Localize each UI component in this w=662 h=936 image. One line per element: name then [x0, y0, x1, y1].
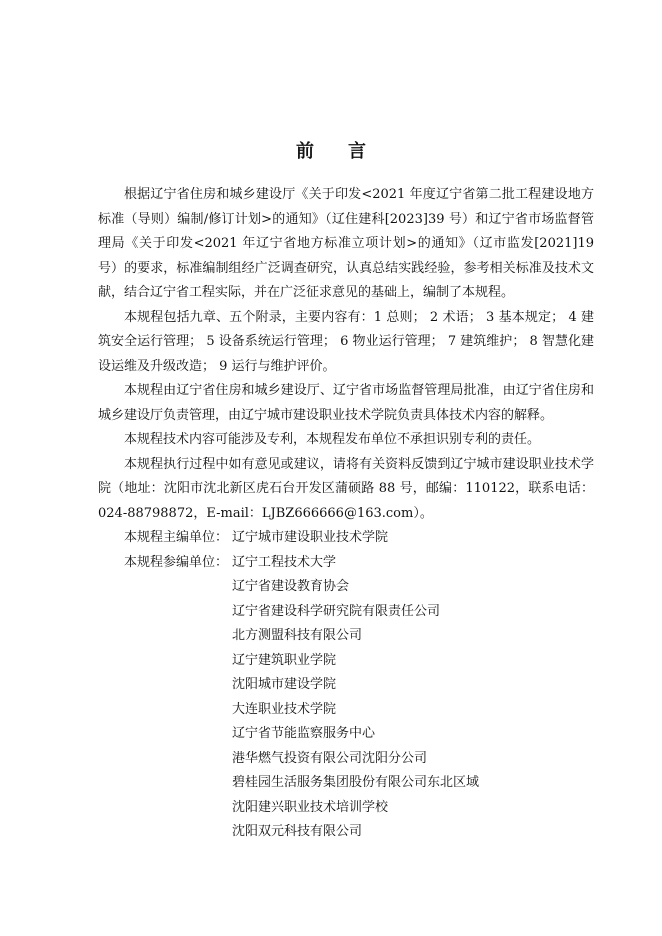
- paragraph-contents: 本规程包括九章、五个附录，主要内容有：1 总则； 2 术语； 3 基本规定； 4 建筑安全运行管理； 5 设备系统运行管理； 6 物业运行管理； 7 建筑维护； 8 智慧化建设运维及升级改造； 9 运行与维护评价。: [98, 309, 594, 374]
- chief-editor-unit: 辽宁城市建设职业技术学院: [232, 530, 389, 545]
- page-title: [0, 137, 662, 163]
- title-char-2: 言: [348, 141, 366, 162]
- list-item: 大连职业技术学院: [232, 701, 337, 717]
- foreword-body: [98, 183, 594, 845]
- paragraph-feedback: 本规程执行过程中如有意见或建议，请将有关资料反馈到辽宁城市建设职业技术学院（地址：沈阳市沈北新区虎石台开发区蒲硕路 88 号，邮编：110122，联系电话：024-88798872，E-mail：LJBZ666666@163.com）。: [98, 456, 594, 521]
- participating-row: [98, 551, 594, 845]
- list-item: 港华燃气投资有限公司沈阳分公司: [232, 750, 428, 766]
- list-item: 沈阳双元科技有限公司: [232, 824, 363, 839]
- list-item: 辽宁省节能监察服务中心: [232, 726, 376, 741]
- list-item: 碧桂园生活服务集团股份有限公司东北区域: [232, 775, 480, 790]
- title-char-1: 前: [296, 141, 314, 162]
- list-item: 北方测盟科技有限公司: [232, 628, 363, 643]
- editor-units: [98, 526, 594, 845]
- paragraph-approval: 本规程由辽宁省住房和城乡建设厅、辽宁省市场监督管理局批准，由辽宁省住房和城乡建设厅负责管理，由辽宁城市建设职业技术学院负责具体技术内容的解释。: [98, 383, 594, 423]
- chief-editor-label: 本规程主编单位：: [124, 530, 229, 545]
- list-item: 辽宁建筑职业学院: [232, 652, 337, 668]
- list-item: 辽宁工程技术大学: [232, 554, 337, 570]
- paragraph-patent: 本规程技术内容可能涉及专利，本规程发布单位不承担识别专利的责任。: [124, 432, 541, 447]
- participating-label: 本规程参编单位：: [124, 554, 229, 570]
- list-item: 沈阳城市建设学院: [232, 677, 337, 692]
- list-item: 沈阳建兴职业技术培训学校: [232, 799, 389, 815]
- paragraph-basis: 根据辽宁省住房和城乡建设厅《关于印发<2021 年度辽宁省第二批工程建设地方标准（导则）编制/修订计划>的通知》（辽住建科[2023]39 号）和辽宁省市场监督管理局《关于印发<2021 年辽宁省地方标准立项计划>的通知》（辽市监发[2021]19 号）的要求，标准编制组经广泛调查研究，认真总结实践经验，参考相关标准及技术文献，结合辽宁省工程实际，并在广泛征求意见的基础上，编制了本规程。: [98, 187, 594, 300]
- participating-unit-list: [232, 551, 594, 845]
- chief-editor-row: [98, 526, 594, 551]
- list-item: 辽宁省建设科学研究院有限责任公司: [232, 603, 441, 619]
- list-item: 辽宁省建设教育协会: [232, 579, 350, 594]
